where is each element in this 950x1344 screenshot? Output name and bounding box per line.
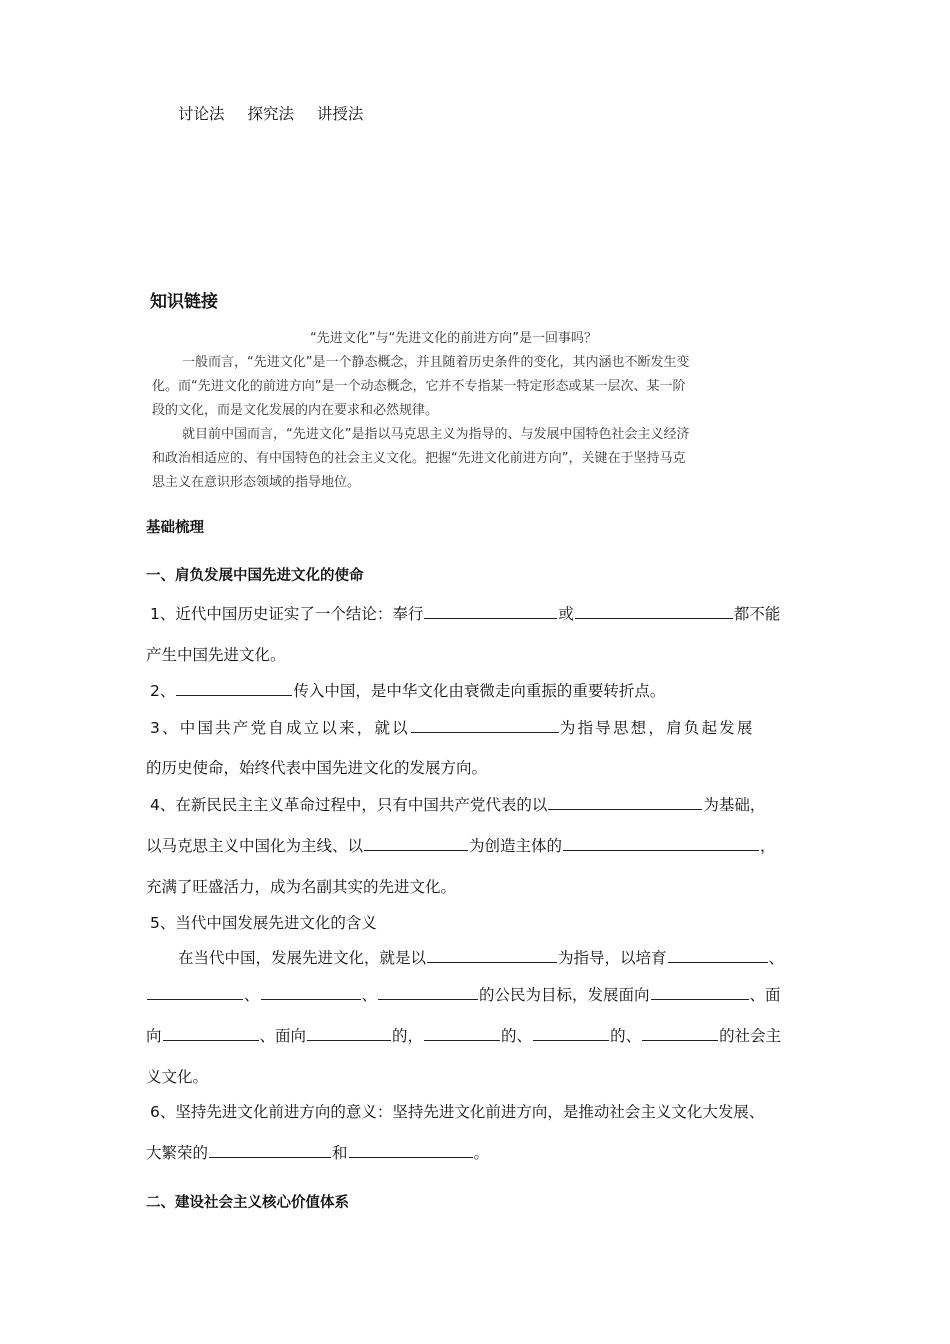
teaching-methods xyxy=(178,102,381,124)
fill-blank[interactable] xyxy=(307,1026,391,1041)
basics-heading: 基础梳理 xyxy=(146,520,204,536)
fill-blank[interactable] xyxy=(378,985,478,1000)
knowledge-link-question: “先进文化”与“先进文化的前进方向”是一回事吗？ xyxy=(310,331,597,346)
fill-blank[interactable] xyxy=(209,1143,331,1158)
question-3: 3、中国共产党自成立以来，就以 为指导思想，肩负起发展 xyxy=(150,719,755,737)
knowledge-link-line: 思主义在意识形态领域的指导地位。 xyxy=(152,475,361,490)
fill-blank[interactable] xyxy=(563,836,759,851)
fill-blank[interactable] xyxy=(424,1026,500,1041)
knowledge-link-line: 就目前中国而言，“先进文化”是指以马克思主义为指导的、与发展中国特色社会主义经济 xyxy=(182,427,690,442)
question-5-line3: 、 、 的公民为目标，发展面向 、面 xyxy=(146,983,781,1005)
fill-blank[interactable] xyxy=(349,1143,473,1158)
fill-blank[interactable] xyxy=(533,1026,609,1041)
fill-blank[interactable] xyxy=(424,604,557,619)
question-1: 1、近代中国历史证实了一个结论：奉行 或 都不能 xyxy=(150,605,781,623)
knowledge-link-line: 段的文化，而是文化发展的内在要求和必然规律。 xyxy=(152,403,439,418)
knowledge-link-heading: 知识链接 xyxy=(150,292,218,312)
fill-blank[interactable] xyxy=(642,1026,718,1041)
fill-blank[interactable] xyxy=(548,795,702,810)
fill-blank[interactable] xyxy=(411,718,559,733)
section-2-heading: 二、建设社会主义核心价值体系 xyxy=(146,1195,349,1211)
fill-blank[interactable] xyxy=(163,1026,259,1041)
fill-blank[interactable] xyxy=(261,985,361,1000)
question-3-cont: 的历史使命，始终代表中国先进文化的发展方向。 xyxy=(146,759,488,777)
question-5-line5: 义文化。 xyxy=(146,1068,209,1086)
knowledge-link-line: 和政治相适应的、有中国特色的社会主义文化。把握“先进文化前进方向”，关键在于坚持马克 xyxy=(152,451,686,466)
knowledge-link-line: 一般而言，“先进文化”是一个静态概念，并且随着历史条件的变化，其内涵也不断发生变 xyxy=(182,355,690,370)
method-inquiry: 探究法 xyxy=(247,105,294,123)
fill-blank[interactable] xyxy=(575,604,733,619)
fill-blank[interactable] xyxy=(147,985,243,1000)
question-2: 2、 传入中国，是中华文化由衰微走向重振的重要转折点。 xyxy=(150,682,666,700)
question-4-line3: 充满了旺盛活力，成为名副其实的先进文化。 xyxy=(146,878,457,896)
question-4: 4、在新民民主主义革命过程中，只有中国共产党代表的以 为基础， xyxy=(150,796,766,814)
question-6: 6、坚持先进文化前进方向的意义：坚持先进文化前进方向，是推动社会主义文化大发展、 xyxy=(150,1103,765,1121)
fill-blank[interactable] xyxy=(364,836,468,851)
method-lecture: 讲授法 xyxy=(316,105,364,123)
fill-blank[interactable] xyxy=(651,985,749,1000)
fill-blank[interactable] xyxy=(427,948,557,963)
knowledge-link-line: 化。而“先进文化的前进方向”是一个动态概念，它并不专指某一特定形态或某一层次、某一阶 xyxy=(152,379,686,394)
fill-blank[interactable] xyxy=(176,681,292,696)
fill-blank[interactable] xyxy=(668,948,768,963)
method-discussion: 讨论法 xyxy=(178,105,225,123)
question-5: 5、当代中国发展先进文化的含义 xyxy=(150,914,377,932)
section-1-heading: 一、肩负发展中国先进文化的使命 xyxy=(146,568,364,584)
question-5-line4: 向 、面向 的， 的、 的、 的社会主 xyxy=(146,1027,782,1045)
question-4-line2: 以马克思主义中国化为主线、以 为创造主体的 ， xyxy=(146,837,776,855)
question-6-cont: 大繁荣的 和 。 xyxy=(146,1144,490,1162)
question-1-cont: 产生中国先进文化。 xyxy=(146,646,286,664)
question-5-line2: 在当代中国，发展先进文化，就是以 为指导，以培育 、 xyxy=(178,949,785,967)
